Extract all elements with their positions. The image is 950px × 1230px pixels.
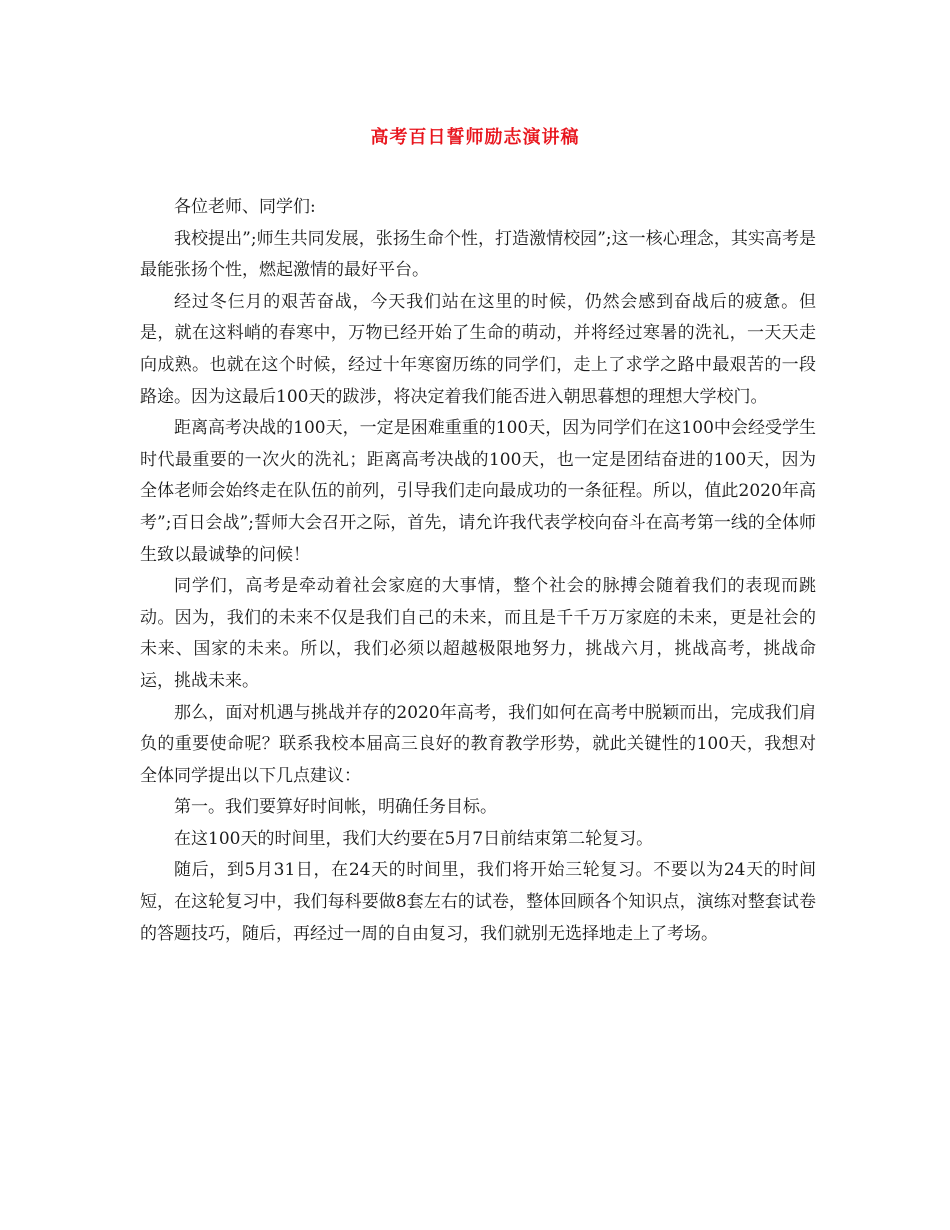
document-title: 高考百日誓师励志演讲稿 xyxy=(370,127,580,148)
paragraph-third-round: 随后，到5月31日，在24天的时间里，我们将开始三轮复习。不要以为24天的时间短，在这轮复习中，我们每科要做8套左右的试卷，整体回顾各个知识点，演练对整套试卷的答题技巧，随后，再经过一周的自由复习，我们就别无选择地走上了考场。 xyxy=(140,860,816,944)
paragraph-second-round: 在这100天的时间里，我们大约要在5月7日前结束第二轮复习。 xyxy=(174,828,654,849)
paragraph-challenge: 那么，面对机遇与挑战并存的2020年高考，我们如何在高考中脱颖而出，完成我们肩负的重要使命呢？联系我校本届高三良好的教育教学形势，就此关键性的100天，我想对全体同学提出以下几点建议： xyxy=(140,702,816,786)
document-body xyxy=(140,192,816,950)
paragraph-society: 同学们，高考是牵动着社会家庭的大事情，整个社会的脉搏会随着我们的表现而跳动。因为，我们的未来不仅是我们自己的未来，而且是千千万万家庭的未来，更是社会的未来、国家的未来。所以，我们必须以超越极限地努力，挑战六月，挑战高考，挑战命运，挑战未来。 xyxy=(140,576,816,691)
paragraph-hundred-days: 距离高考决战的100天，一定是困难重重的100天，因为同学们在这100中会经受学生时代最重要的一次火的洗礼；距离高考决战的100天，也一定是团结奋进的100天，因为全体老师会始终走在队伍的前列，引导我们走向最成功的一条征程。所以，值此2020年高考”;百日会战”;誓师大会召开之际，首先，请允许我代表学校向奋斗在高考第一线的全体师生致以最诚挚的问候！ xyxy=(140,418,816,565)
paragraph-greeting: 各位老师、同学们: xyxy=(174,197,316,217)
paragraph-school-motto: 我校提出”;师生共同发展，张扬生命个性，打造激情校园”;这一核心理念，其实高考是最能张扬个性，燃起激情的最好平台。 xyxy=(140,228,816,281)
paragraph-first-point: 第一。我们要算好时间帐，明确任务目标。 xyxy=(174,797,497,818)
paragraph-winter-struggle: 经过冬仨月的艰苦奋战，今天我们站在这里的时候，仍然会感到奋战后的疲惫。但是，就在这料峭的春寒中，万物已经开始了生命的萌动，并将经过寒暑的洗礼，一天天走向成熟。也就在这个时候，经过十年寒窗历练的同学们，走上了求学之路中最艰苦的一段路途。因为这最后100天的跋涉，将决定着我们能否进入朝思暮想的理想大学校门。 xyxy=(140,291,816,407)
